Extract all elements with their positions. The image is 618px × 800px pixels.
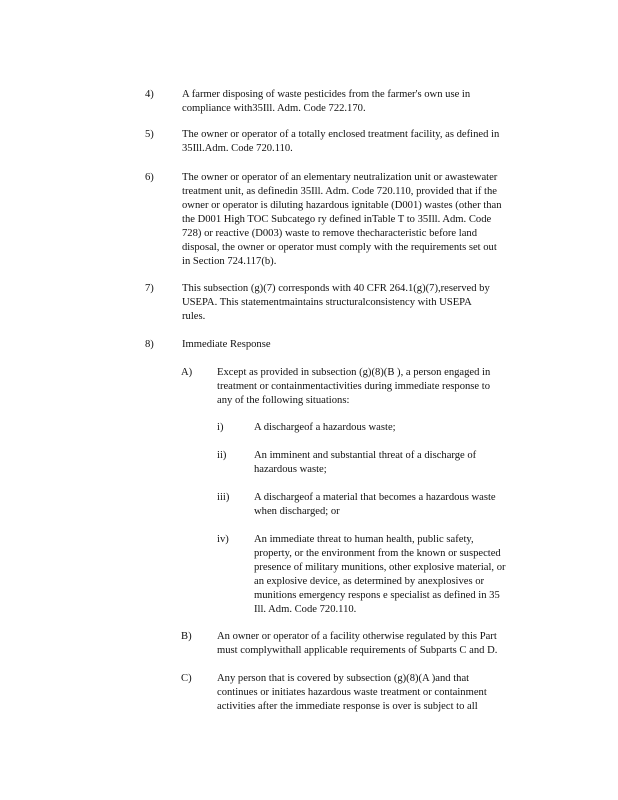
text-line: owner or operator is diluting hazardous ignitable (D001) wastes (other than [182,200,502,211]
text-line: property, or the environment from the known or suspected [254,548,501,559]
item-text [182,88,542,116]
text-line: 728) or reactive (D003) waste to remove thecharacteristic before land [182,228,478,239]
item-number: C) [181,673,192,684]
item-number: iv) [217,534,229,545]
item-number: A) [181,367,193,378]
item-text [254,449,544,477]
text-line: USEPA. This statementmaintains structuralconsistency with USEPA [182,297,472,308]
text-line: presence of military munitions, other explosive material, or [254,562,506,573]
text-line: Except as provided in subsection (g)(8)(B ), a person engaged in [217,367,491,378]
text-line: compliance with35Ill. Adm. Code 722.170. [182,103,366,114]
text-line: disposal, the owner or operator must comply with the requirements set out [182,242,497,253]
text-line: Immediate Response [182,339,271,350]
item-text [182,282,542,324]
item-number: 7) [145,283,154,294]
item-number: ii) [217,450,227,461]
text-line: An immediate threat to human health, public safety, [254,534,474,545]
text-line: munitions emergency respons e specialist as defined in 35 [254,590,500,601]
text-line: An owner or operator of a facility otherwise regulated by this Part [217,631,497,642]
item-text [182,171,542,269]
item-number: 6) [145,172,154,183]
text-line: when discharged; or [254,506,340,517]
item-text [217,672,527,714]
text-line: hazardous waste; [254,464,327,475]
item-number: 4) [145,89,154,100]
item-number: 8) [145,339,154,350]
item-heading [182,338,542,352]
item-text [182,128,542,156]
text-line: an explosive device, as determined by anexplosives or [254,576,485,587]
text-line: treatment or containmentactivities during immediate response to [217,381,491,392]
text-line: A farmer disposing of waste pesticides from the farmer's own use in [182,89,471,100]
text-line: 35Ill.Adm. Code 720.110. [182,143,293,154]
item-text [217,630,527,658]
text-line: in Section 724.117(b). [182,256,277,267]
item-text [254,533,544,617]
text-line: the D001 High TOC Subcatego ry defined inTable T to 35Ill. Adm. Code [182,214,492,225]
text-line: An imminent and substantial threat of a discharge of [254,450,477,461]
text-line: Ill. Adm. Code 720.110. [254,604,357,615]
item-text [217,366,527,408]
item-number: B) [181,631,192,642]
item-number: i) [217,422,224,433]
text-line: treatment unit, as definedin 35Ill. Adm. Code 720.110, provided that if the [182,186,498,197]
text-line: Any person that is covered by subsection (g)(8)(A )and that [217,673,470,684]
text-line: must complywithall applicable requirements of Subparts C and D. [217,645,498,656]
text-line: A dischargeof a material that becomes a hazardous waste [254,492,496,503]
text-line: activities after the immediate response is over is subject to all [217,701,478,712]
text-line: This subsection (g)(7) corresponds with 40 CFR 264.1(g)(7),reserved by [182,283,490,294]
text-line: The owner or operator of a totally enclosed treatment facility, as defined in [182,129,500,140]
item-text [254,421,544,435]
item-number: 5) [145,129,154,140]
text-line: A dischargeof a hazardous waste; [254,422,396,433]
text-line: any of the following situations: [217,395,350,406]
text-line: The owner or operator of an elementary neutralization unit or awastewater [182,172,498,183]
item-text [254,491,544,519]
text-line: continues or initiates hazardous waste treatment or containment [217,687,487,698]
item-number: iii) [217,492,230,503]
text-line: rules. [182,311,206,322]
